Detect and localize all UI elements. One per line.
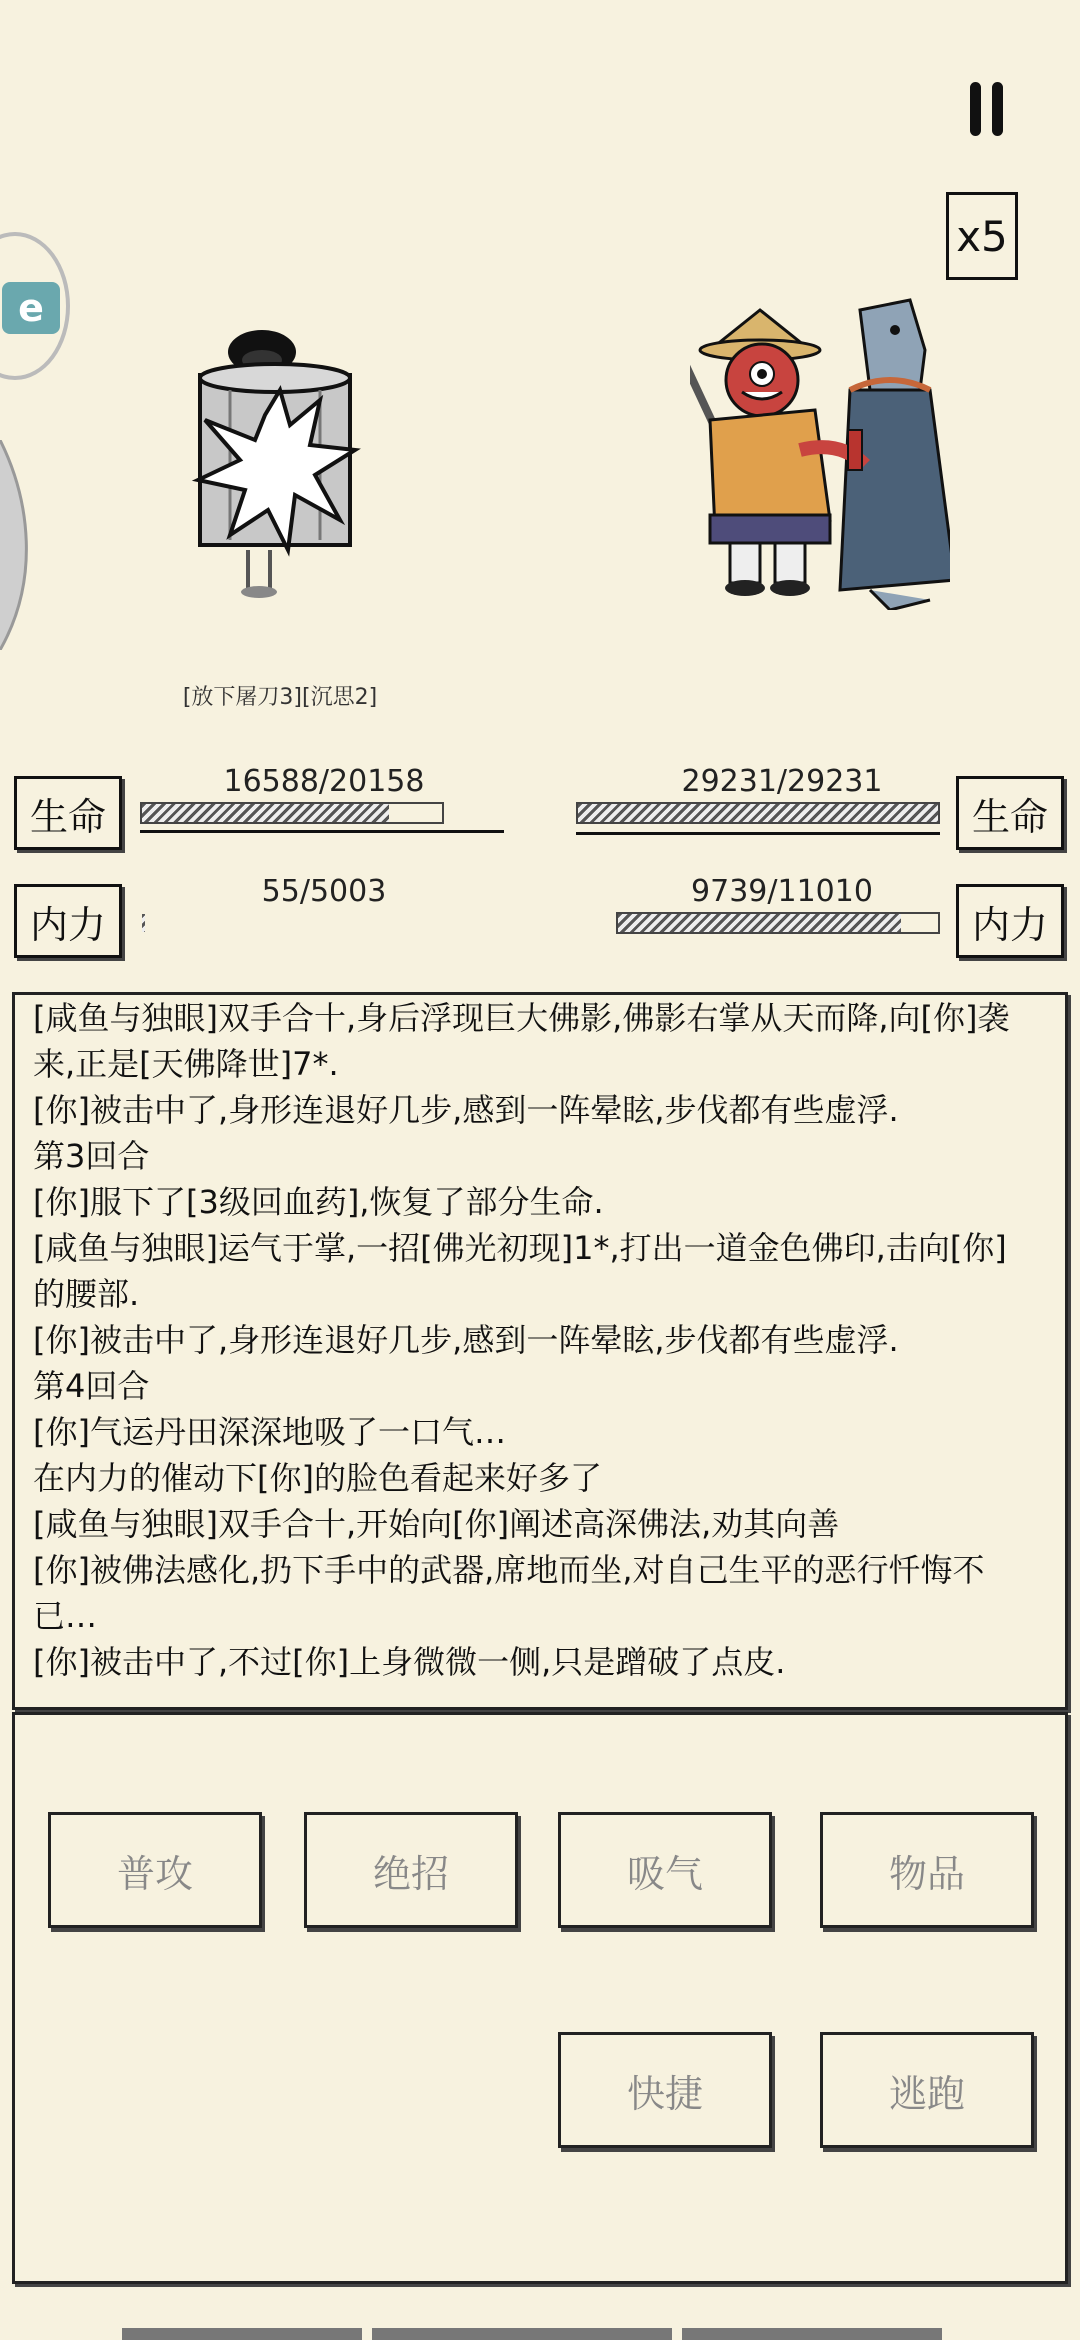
log-line: 来,正是[天佛降世]7*. [33, 1045, 339, 1083]
player-character [170, 320, 380, 610]
log-line: [你]被击中了,身形连退好几步,感到一阵晕眩,步伐都有些虚浮. [33, 1091, 899, 1129]
speed-button[interactable]: x5 [946, 192, 1018, 280]
breathe-button[interactable]: 吸气 [558, 1812, 772, 1928]
log-line: [你]气运丹田深深地吸了一口气… [33, 1413, 506, 1451]
player-mp-bar [140, 912, 444, 934]
combat-log[interactable] [12, 992, 1068, 1710]
enemy-hp-value: 29231/29231 [681, 764, 883, 799]
enemy-hp-fill [578, 804, 938, 822]
log-line: [咸鱼与独眼]双手合十,开始向[你]阐述高深佛法,劝其向善 [33, 1505, 840, 1543]
edge-handle [0, 440, 36, 650]
enemy-hp-label: 生命 [956, 776, 1064, 850]
log-line: [你]被击中了,不过[你]上身微微一侧,只是蹭破了点皮. [33, 1643, 786, 1681]
items-button[interactable]: 物品 [820, 1812, 1034, 1928]
pause-icon-bar [970, 82, 981, 136]
enemy-mp-fill [618, 914, 901, 932]
player-mp-label: 内力 [14, 884, 122, 958]
bottom-strip [0, 2328, 1080, 2340]
log-line: 第4回合 [33, 1367, 150, 1405]
enemy-mp-label: 内力 [956, 884, 1064, 958]
bottom-strip-segment [372, 2328, 672, 2340]
enemy-character [690, 290, 950, 610]
floating-logo-icon[interactable]: e [2, 282, 60, 334]
player-mp-fill [142, 914, 145, 932]
player-hp-fill [142, 804, 389, 822]
player-hp-label: 生命 [14, 776, 122, 850]
log-line: [你]服下了[3级回血药],恢复了部分生命. [33, 1183, 604, 1221]
log-line: [咸鱼与独眼]双手合十,身后浮现巨大佛影,佛影右掌从天而降,向[你]袭 [33, 999, 1010, 1037]
pause-icon-bar [992, 82, 1003, 136]
player-hp-underline [140, 830, 504, 833]
player-hp-value: 16588/20158 [223, 764, 425, 799]
action-panel [12, 1712, 1068, 2284]
log-line: 在内力的催动下[你]的脸色看起来好多了 [33, 1459, 602, 1497]
log-line: 的腰部. [33, 1275, 140, 1313]
enemy-hp-bar [576, 802, 940, 824]
attack-button[interactable]: 普攻 [48, 1812, 262, 1928]
flee-button[interactable]: 逃跑 [820, 2032, 1034, 2148]
log-line: 已… [33, 1597, 98, 1635]
player-mp-value: 55/5003 [261, 874, 387, 909]
pause-button[interactable] [970, 82, 1004, 136]
quick-button[interactable]: 快捷 [558, 2032, 772, 2148]
log-line: [你]被击中了,身形连退好几步,感到一阵晕眩,步伐都有些虚浮. [33, 1321, 899, 1359]
enemy-hp-underline [576, 832, 940, 835]
player-hp-bar [140, 802, 444, 824]
bottom-strip-segment [682, 2328, 942, 2340]
enemy-mp-bar [616, 912, 940, 934]
log-line: [你]被佛法感化,扔下手中的武器,席地而坐,对自己生平的恶行忏悔不 [33, 1551, 985, 1589]
log-line: [咸鱼与独眼]运气于掌,一招[佛光初现]1*,打出一道金色佛印,击向[你] [33, 1229, 1007, 1267]
enemy-mp-value: 9739/11010 [691, 874, 873, 909]
bottom-strip-segment [122, 2328, 362, 2340]
log-line: 第3回合 [33, 1137, 150, 1175]
combat-log-lines [33, 995, 1047, 1685]
ultimate-button[interactable]: 绝招 [304, 1812, 518, 1928]
player-status-effects: [放下屠刀3][沉思2] [182, 685, 378, 710]
